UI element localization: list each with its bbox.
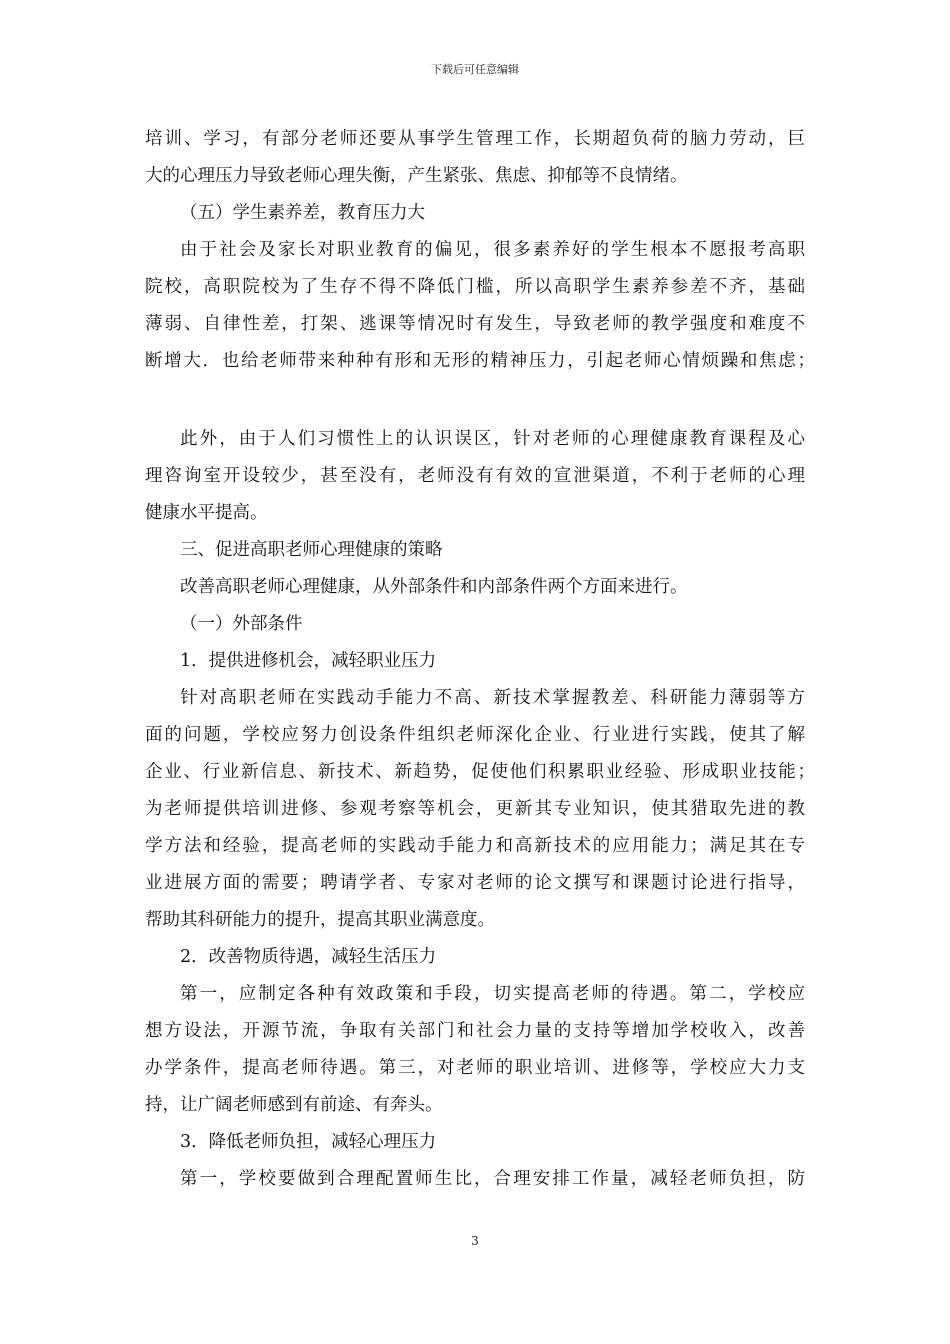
text-line: 培训、学习，有部分老师还要从事学生管理工作，长期超负荷的脑力劳动，巨 — [145, 129, 805, 149]
text-line: 健康水平提高。 — [145, 503, 268, 523]
text-line: 薄弱、自律性差，打架、逃课等情况时有发生，导致老师的教学强度和难度不 — [145, 314, 805, 334]
text-line: 理咨询室开设较少，甚至没有，老师没有有效的宣泄渠道，不利于老师的心理 — [145, 466, 805, 486]
section-heading: 2．改善物质待遇，减轻生活压力 — [180, 947, 437, 967]
text-line: 改善高职老师心理健康，从外部条件和内部条件两个方面来进行。 — [180, 577, 688, 597]
text-line: 院校，高职院校为了生存不得不降低门槛，所以高职学生素养参差不齐，基础 — [145, 277, 805, 297]
page-number: 3 — [471, 1234, 479, 1248]
section-heading: （五）学生素养差，教育压力大 — [180, 203, 425, 223]
text-line: 断增大．也给老师带来种种有形和无形的精神压力，引起老师心情烦躁和焦虑； — [145, 351, 815, 371]
section-heading: （一）外部条件 — [180, 614, 303, 634]
text-line: 学方法和经验，提高老师的实践动手能力和高新技术的应用能力；满足其在专 — [145, 836, 805, 856]
text-line: 第一，应制定各种有效政策和手段，切实提高老师的待遇。第二，学校应 — [180, 984, 805, 1004]
text-line: 大的心理压力导致老师心理失衡，产生紧张、焦虑、抑郁等不良情绪。 — [145, 166, 688, 186]
text-line: 针对高职老师在实践动手能力不高、新技术掌握教差、科研能力薄弱等方 — [180, 688, 805, 708]
section-heading: 三、促进高职老师心理健康的策略 — [180, 540, 443, 560]
text-line: 为老师提供培训进修、参观考察等机会，更新其专业知识，使其猎取先进的教 — [145, 799, 805, 819]
text-line: 由于社会及家长对职业教育的偏见，很多素养好的学生根本不愿报考高职 — [180, 240, 805, 260]
page-header: 下载后可任意编辑 — [431, 63, 519, 76]
text-line: 办学条件，提高老师待遇。第三，对老师的职业培训、进修等，学校应大力支 — [145, 1058, 805, 1078]
text-line: 此外，由于人们习惯性上的认识误区，针对老师的心理健康教育课程及心 — [180, 429, 805, 449]
text-line: 持，让广阔老师感到有前途、有奔头。 — [145, 1095, 443, 1115]
text-line: 企业、行业新信息、新技术、新趋势，促使他们积累职业经验、形成职业技能； — [145, 762, 815, 782]
text-line: 业进展方面的需要；聘请学者、专家对老师的论文撰写和课题讨论进行指导， — [145, 873, 805, 893]
text-line: 面的问题，学校应努力创设条件组织老师深化企业、行业进行实践，使其了解 — [145, 725, 805, 745]
text-line: 第一，学校要做到合理配置师生比，合理安排工作量，减轻老师负担，防 — [180, 1169, 805, 1189]
section-heading: 1．提供进修机会，减轻职业压力 — [180, 651, 437, 671]
text-line: 帮助其科研能力的提升，提高其职业满意度。 — [145, 910, 495, 930]
text-line: 想方设法，开源节流，争取有关部门和社会力量的支持等增加学校收入，改善 — [145, 1021, 805, 1041]
section-heading: 3．降低老师负担，减轻心理压力 — [180, 1132, 437, 1152]
